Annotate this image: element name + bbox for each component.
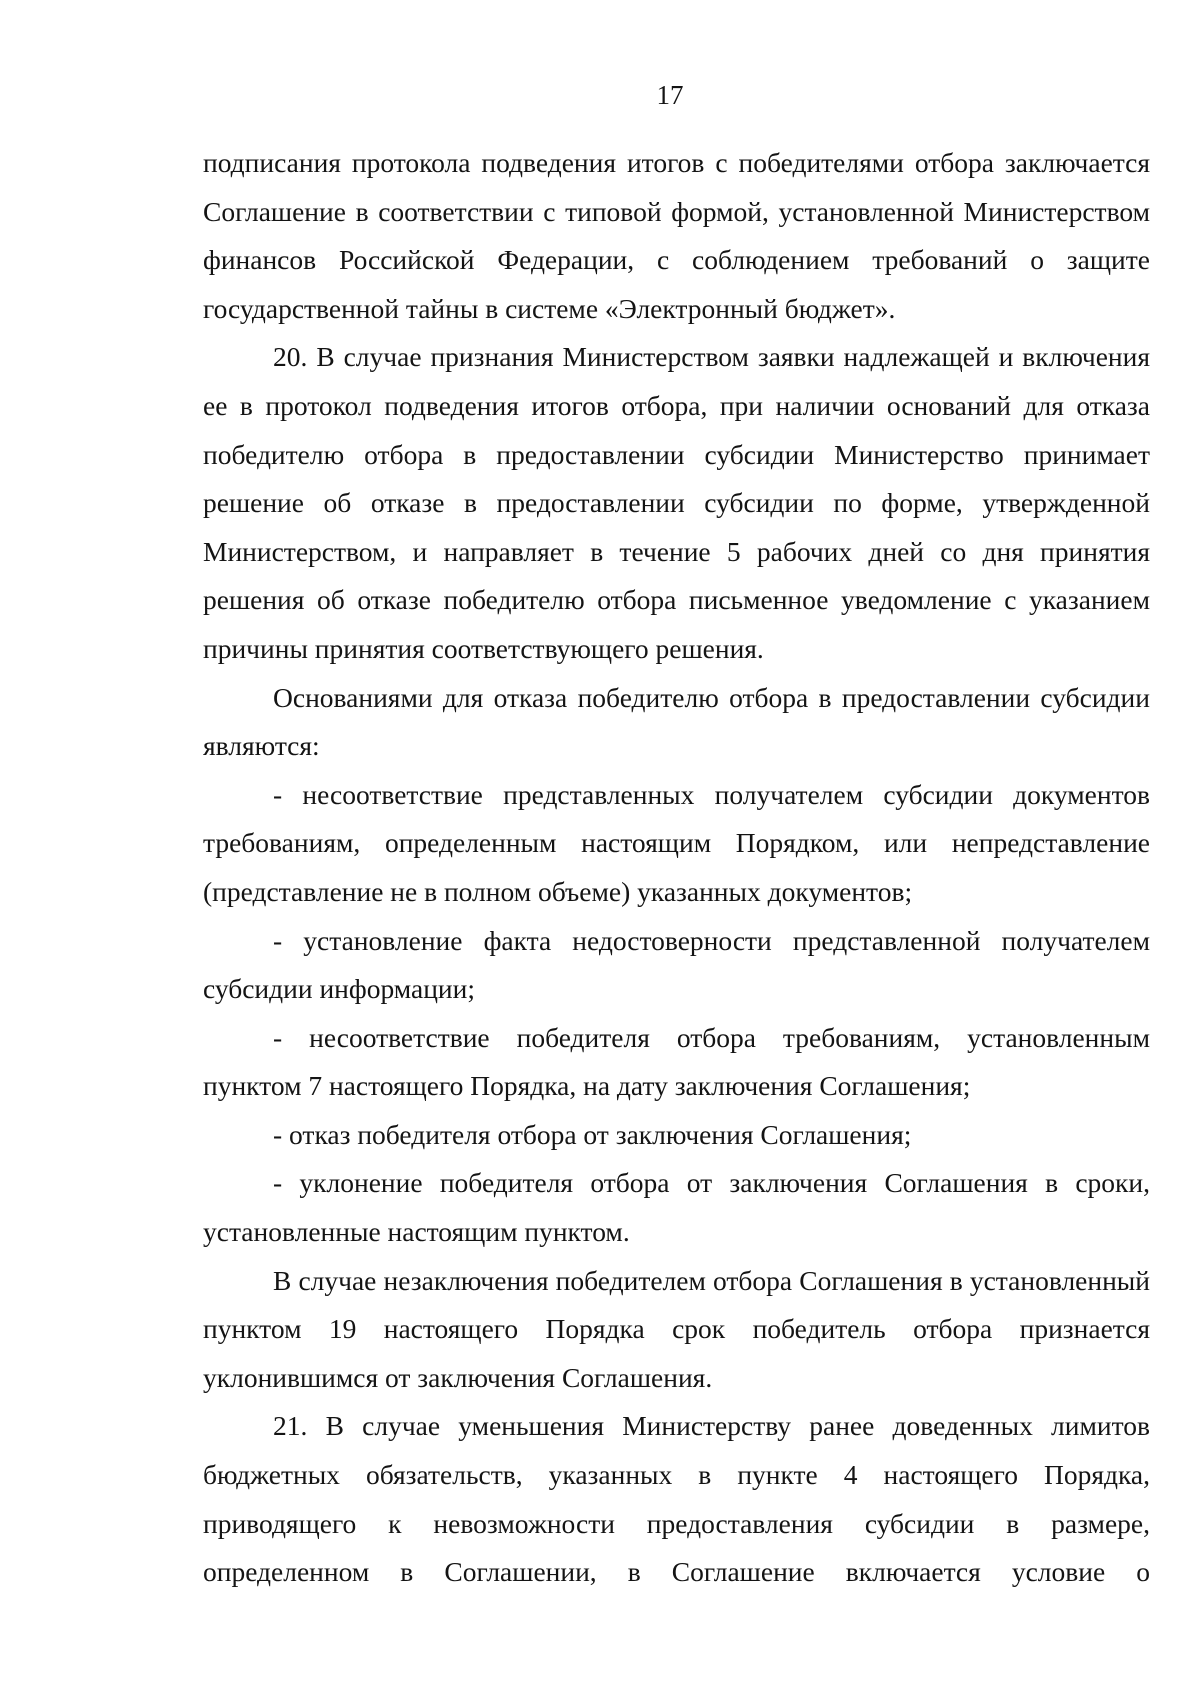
paragraph-continuation: подписания протокола подведения итогов с победителями отбора заключается Соглашение в соответствии с типовой формой, установленной Министерством финансов Российской Федерации, с соблюдением требований о защите государственной тайны в системе «Электронный бюджет». xyxy=(203,147,1150,324)
list-item-documents-mismatch: - несоответствие представленных получателем субсидии документов требованиям, определенным настоящим Порядком, или непредставление (представление не в полном объеме) указанных документов; xyxy=(203,778,1150,907)
list-item-requirements-mismatch: - несоответствие победителя отбора требованиям, установленным пунктом 7 настоящего Порядка, на дату заключения Соглашения; xyxy=(203,1021,1150,1102)
list-item-evasion: - уклонение победителя отбора от заключения Соглашения в сроки, установленные настоящим пунктом. xyxy=(203,1167,1150,1248)
document-body xyxy=(203,139,1150,1597)
paragraph-grounds-intro: Основаниями для отказа победителю отбора в предоставлении субсидии являются: xyxy=(203,681,1150,762)
list-item-refusal: - отказ победителя отбора от заключения Соглашения; xyxy=(273,1118,912,1150)
page-number: 17 xyxy=(656,80,684,110)
paragraph-non-conclusion: В случае незаключения победителем отбора Соглашения в установленный пунктом 19 настоящего Порядка срок победитель отбора признается уклонившимся от заключения Соглашения. xyxy=(203,1264,1150,1393)
paragraph-item-20: 20. В случае признания Министерством заявки надлежащей и включения ее в протокол подведения итогов отбора, при наличии оснований для отказа победителю отбора в предоставлении субсидии Министерство принимает решение об отказе в предоставлении субсидии по форме, утвержденной Министерством, и направляет в течение 5 рабочих дней со дня принятия решения об отказе победителю отбора письменное уведомление с указанием причины принятия соответствующего решения. xyxy=(203,341,1150,664)
list-item-false-information: - установление факта недостоверности представленной получателем субсидии информации; xyxy=(203,924,1150,1005)
paragraph-item-21: 21. В случае уменьшения Министерству ранее доведенных лимитов бюджетных обязательств, указанных в пункте 4 настоящего Порядка, приводящего к невозможности предоставления субсидии в размере, определенном в Соглашении, в Соглашение включается условие о xyxy=(203,1410,1150,1588)
